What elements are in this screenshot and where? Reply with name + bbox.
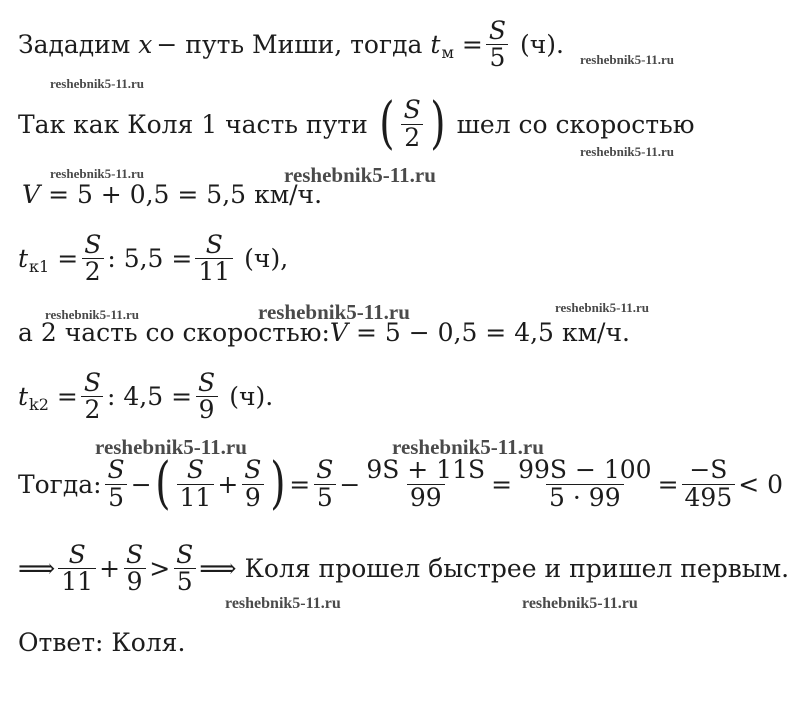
expression: = 5 − 0,5 = 4,5 [355, 318, 554, 347]
fraction: $\frac{S}{11}$ [58, 542, 96, 596]
text: а 2 часть со скоростью: [18, 318, 330, 347]
conclusion-text: Коля прошел быстрее и пришел первым. [244, 554, 789, 584]
operator: + [99, 554, 121, 584]
answer-text: Ответ: Коля. [18, 628, 186, 657]
text: Зададим [18, 30, 131, 60]
fraction: $\frac{S}{9}$ [195, 370, 218, 424]
watermark: reshebnik5-11.ru [284, 163, 436, 187]
watermark: reshebnik5-11.ru [392, 435, 544, 459]
fraction: $\frac{S}{2}$ [401, 97, 424, 151]
expression: : 4,5 = [107, 382, 193, 412]
watermark: reshebnik5-11.ru [522, 595, 638, 612]
fraction: $\frac{S}{5}$ [313, 457, 336, 511]
watermark: reshebnik5-11.ru [225, 595, 341, 612]
variable-v: V [22, 180, 41, 209]
watermark: reshebnik5-11.ru [45, 307, 140, 322]
fraction: $\frac{S}{9}$ [123, 542, 146, 596]
text: Так как Коля 1 часть пути [18, 109, 368, 139]
watermark: reshebnik5-11.ru [50, 166, 145, 181]
equals: = [56, 382, 78, 412]
subscript: к1 [29, 257, 50, 277]
watermark: reshebnik5-11.ru [258, 300, 410, 324]
fraction: $\frac{S}{2}$ [81, 370, 104, 424]
unit: (ч), [244, 244, 289, 274]
fraction: $\frac{S}{11}$ [177, 457, 215, 511]
paren-right: ) [430, 91, 446, 156]
expression: = 5 + 0,5 = 5,5 [48, 180, 247, 209]
operator: − [130, 469, 152, 499]
inequality: < 0 [738, 469, 784, 499]
variable-x: x [138, 30, 153, 60]
unit: (ч). [519, 30, 564, 60]
implies-arrow: ⟹ [199, 553, 237, 584]
subscript: k2 [29, 395, 49, 415]
answer [18, 628, 185, 657]
equals: = [57, 244, 79, 274]
fraction: $\frac{S}{2}$ [81, 232, 104, 286]
variable-v: V [329, 318, 348, 347]
operator: > [149, 554, 171, 584]
line-comparison [18, 451, 784, 516]
line-speed-2 [18, 318, 630, 347]
paren-left: ( [379, 91, 395, 156]
operator: + [217, 469, 239, 499]
line-define-x [18, 18, 564, 72]
paren-right: ) [270, 451, 286, 516]
line-speed-1 [22, 180, 322, 209]
equals: = [461, 30, 483, 60]
line-conclusion [18, 542, 789, 596]
implies-arrow: ⟹ [18, 553, 56, 584]
paren-left: ( [154, 451, 171, 516]
unit: км/ч. [561, 318, 630, 347]
line-time-k2 [18, 370, 273, 424]
watermark: reshebnik5-11.ru [95, 435, 247, 459]
fraction: $\frac{99S - 100}{5 \cdot 99}$ [518, 455, 652, 512]
fraction: $\frac{S}{5}$ [105, 457, 128, 511]
label: Тогда: [18, 469, 102, 499]
fraction: $\frac{S}{5}$ [486, 18, 509, 72]
line-first-part [18, 91, 695, 156]
watermark: reshebnik5-11.ru [580, 144, 675, 159]
watermark: reshebnik5-11.ru [50, 76, 145, 91]
fraction: $\frac{S}{11}$ [195, 232, 233, 286]
watermark: reshebnik5-11.ru [555, 300, 650, 315]
fraction: $\frac{9S + 11S}{99}$ [366, 455, 486, 512]
expression: : 5,5 = [107, 244, 193, 274]
watermark: reshebnik5-11.ru [580, 52, 675, 67]
equals: = [657, 469, 679, 499]
fraction: $\frac{S}{5}$ [173, 542, 196, 596]
unit: (ч). [229, 382, 274, 412]
operator: − [339, 469, 361, 499]
variable-t: t [430, 30, 441, 60]
variable-t: t [18, 244, 29, 274]
equals: = [491, 469, 513, 499]
line-time-k1 [18, 232, 288, 286]
text: шел со скоростью [456, 109, 695, 139]
text: − путь Миши, тогда [156, 30, 423, 60]
equals: = [289, 469, 311, 499]
fraction: $\frac{S}{9}$ [241, 457, 264, 511]
fraction: $\frac{-S}{495}$ [682, 457, 736, 511]
subscript: м [441, 43, 454, 63]
unit: км/ч. [254, 180, 323, 209]
variable-t: t [18, 382, 29, 412]
